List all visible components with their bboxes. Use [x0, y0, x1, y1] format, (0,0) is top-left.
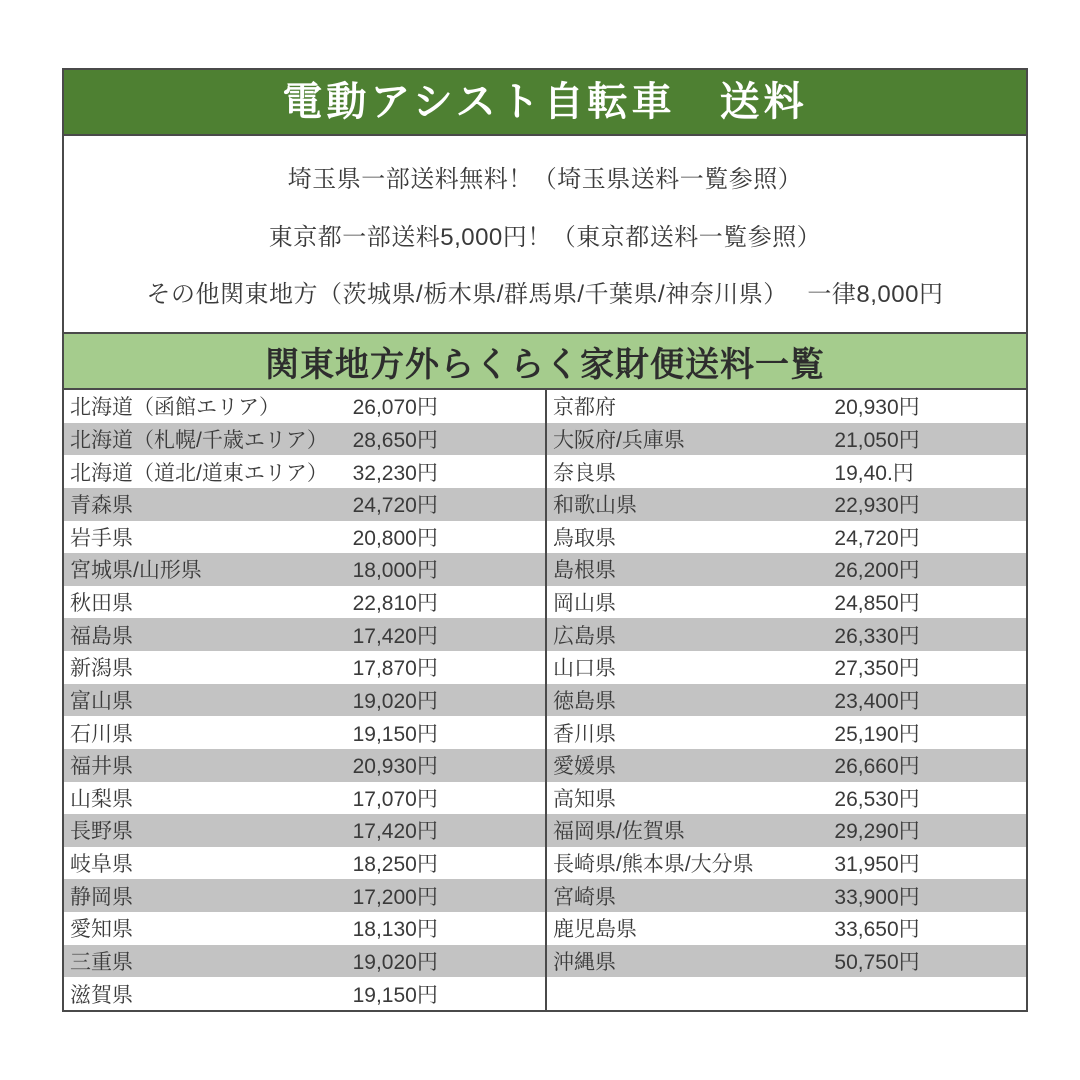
- page-title: 電動アシスト自転車 送料: [282, 80, 808, 124]
- table-row: [547, 553, 1026, 586]
- prefecture-name: 愛知県: [70, 918, 133, 942]
- table-row: [547, 782, 1026, 815]
- table-row: [64, 684, 545, 717]
- shipping-price: 20,930円: [834, 396, 920, 420]
- shipping-price: 24,850円: [834, 592, 920, 616]
- table-row: [547, 521, 1026, 554]
- shipping-price: 19,020円: [352, 950, 438, 974]
- table-row: [64, 814, 545, 847]
- shipping-price: 18,000円: [352, 559, 438, 583]
- table-row: [547, 912, 1026, 945]
- shipping-price: 18,250円: [352, 853, 438, 877]
- prefecture-name: 石川県: [70, 722, 133, 746]
- prefecture-name: 京都府: [553, 396, 616, 420]
- prefecture-name: 富山県: [70, 689, 133, 713]
- shipping-price: 17,200円: [352, 885, 438, 909]
- shipping-price: 17,870円: [352, 657, 438, 681]
- shipping-price: 32,230円: [352, 461, 438, 485]
- table-row: [64, 749, 545, 782]
- prefecture-name: 高知県: [553, 787, 616, 811]
- prefecture-name: 愛媛県: [553, 755, 616, 779]
- shipping-notes: [64, 136, 1026, 332]
- table-row: [64, 390, 545, 423]
- table-row: [64, 488, 545, 521]
- shipping-price: 17,070円: [352, 787, 438, 811]
- prefecture-name: 北海道（函館エリア）: [70, 396, 280, 420]
- note-kanto-other: その他関東地方（茨城県/栃木県/群馬県/千葉県/神奈川県） 一律8,000円: [146, 281, 944, 309]
- table-row: [547, 488, 1026, 521]
- prefecture-name: 大阪府/兵庫県: [553, 428, 685, 452]
- shipping-price: 31,950円: [834, 853, 920, 877]
- shipping-price: 19,020円: [352, 689, 438, 713]
- table-row: [64, 782, 545, 815]
- table-row: [547, 684, 1026, 717]
- shipping-price: 22,930円: [834, 494, 920, 518]
- prefecture-name: 福井県: [70, 755, 133, 779]
- fee-table-right-column: [545, 390, 1026, 1010]
- shipping-price: 28,650円: [352, 428, 438, 452]
- table-row: [64, 945, 545, 978]
- table-row: [547, 749, 1026, 782]
- prefecture-name: 岐阜県: [70, 853, 133, 877]
- prefecture-name: 徳島県: [553, 689, 616, 713]
- prefecture-name: 奈良県: [553, 461, 616, 485]
- shipping-price: 19,150円: [352, 722, 438, 746]
- table-row: [547, 879, 1026, 912]
- table-row: [64, 521, 545, 554]
- shipping-price: 33,900円: [834, 885, 920, 909]
- prefecture-name: 福岡県/佐賀県: [553, 820, 685, 844]
- table-row: [64, 847, 545, 880]
- fee-table-left-column: [64, 390, 545, 1010]
- shipping-price: 26,200円: [834, 559, 920, 583]
- shipping-price: 24,720円: [352, 494, 438, 518]
- table-row: [547, 423, 1026, 456]
- table-row: [64, 553, 545, 586]
- table-row: [64, 912, 545, 945]
- prefecture-name: 沖縄県: [553, 950, 616, 974]
- prefecture-name: 鹿児島県: [553, 918, 637, 942]
- prefecture-name: 宮崎県: [553, 885, 616, 909]
- prefecture-name: 長崎県/熊本県/大分県: [553, 853, 754, 877]
- note-saitama: 埼玉県一部送料無料！（埼玉県送料一覧参照）: [287, 165, 803, 193]
- shipping-price: 17,420円: [352, 820, 438, 844]
- table-row: [64, 651, 545, 684]
- shipping-price: 25,190円: [834, 722, 920, 746]
- table-row: [547, 945, 1026, 978]
- prefecture-name: 岩手県: [70, 526, 133, 550]
- prefecture-name: 三重県: [70, 950, 133, 974]
- shipping-price: 22,810円: [352, 592, 438, 616]
- table-row: [547, 455, 1026, 488]
- table-row: [547, 586, 1026, 619]
- shipping-price: 26,330円: [834, 624, 920, 648]
- shipping-fee-sheet: [62, 68, 1028, 1012]
- prefecture-name: 北海道（札幌/千歳エリア）: [70, 428, 328, 452]
- shipping-price: 26,530円: [834, 787, 920, 811]
- table-row: [64, 618, 545, 651]
- shipping-price: 27,350円: [834, 657, 920, 681]
- prefecture-name: 香川県: [553, 722, 616, 746]
- prefecture-name: 静岡県: [70, 885, 133, 909]
- prefecture-name: 福島県: [70, 624, 133, 648]
- prefecture-name: 新潟県: [70, 657, 133, 681]
- prefecture-name: 秋田県: [70, 592, 133, 616]
- prefecture-name: 宮城県/山形県: [70, 559, 202, 583]
- shipping-price: 26,660円: [834, 755, 920, 779]
- table-subheader: [64, 332, 1026, 390]
- shipping-price: 24,720円: [834, 526, 920, 550]
- table-row: [547, 814, 1026, 847]
- shipping-price: 18,130円: [352, 918, 438, 942]
- shipping-price: 21,050円: [834, 428, 920, 452]
- table-row: [547, 847, 1026, 880]
- table-row: [64, 977, 545, 1010]
- shipping-fee-table: [64, 390, 1026, 1010]
- shipping-price: 20,800円: [352, 526, 438, 550]
- table-row: [547, 716, 1026, 749]
- title-bar: [64, 70, 1026, 136]
- shipping-price: 50,750円: [834, 950, 920, 974]
- table-row: [547, 651, 1026, 684]
- prefecture-name: 和歌山県: [553, 494, 637, 518]
- table-row: [547, 390, 1026, 423]
- table-row: [547, 977, 1026, 1010]
- table-row: [64, 423, 545, 456]
- prefecture-name: 青森県: [70, 494, 133, 518]
- prefecture-name: 長野県: [70, 820, 133, 844]
- prefecture-name: 広島県: [553, 624, 616, 648]
- shipping-price: 17,420円: [352, 624, 438, 648]
- table-subheader-title: 関東地方外らくらく家財便送料一覧: [265, 345, 825, 384]
- shipping-price: 33,650円: [834, 918, 920, 942]
- note-tokyo: 東京都一部送料5,000円！（東京都送料一覧参照）: [268, 223, 822, 251]
- shipping-price: 20,930円: [352, 755, 438, 779]
- prefecture-name: 岡山県: [553, 592, 616, 616]
- table-row: [547, 618, 1026, 651]
- table-row: [64, 716, 545, 749]
- table-row: [64, 879, 545, 912]
- prefecture-name: 北海道（道北/道東エリア）: [70, 461, 328, 485]
- table-row: [64, 455, 545, 488]
- shipping-price: 23,400円: [834, 689, 920, 713]
- prefecture-name: 鳥取県: [553, 526, 616, 550]
- shipping-price: 26,070円: [352, 396, 438, 420]
- prefecture-name: 山口県: [553, 657, 616, 681]
- prefecture-name: 島根県: [553, 559, 616, 583]
- prefecture-name: 滋賀県: [70, 983, 133, 1007]
- shipping-price: 29,290円: [834, 820, 920, 844]
- shipping-price: 19,150円: [352, 983, 438, 1007]
- table-row: [64, 586, 545, 619]
- prefecture-name: 山梨県: [70, 787, 133, 811]
- shipping-price: 19,40.円: [834, 461, 914, 485]
